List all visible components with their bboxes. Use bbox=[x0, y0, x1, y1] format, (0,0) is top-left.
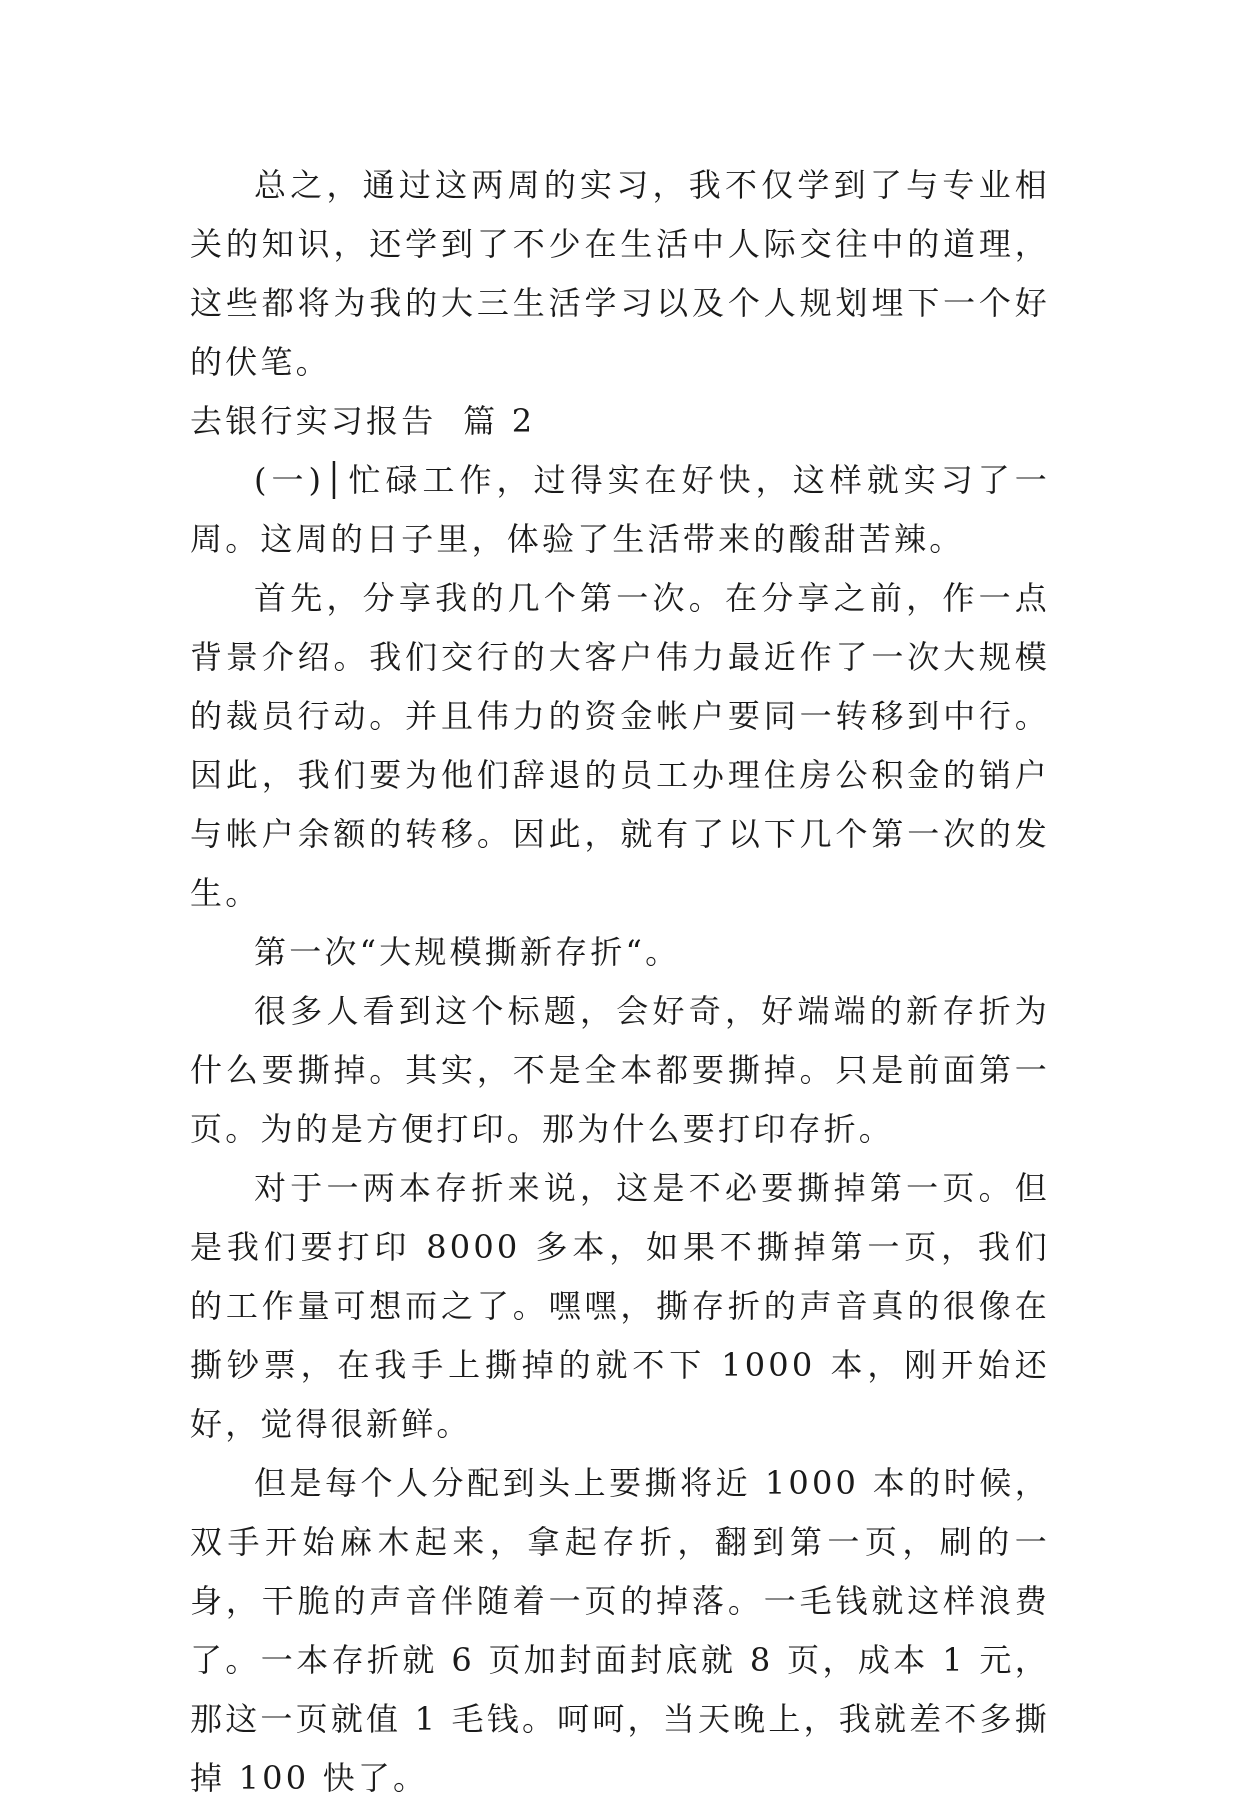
paragraph-first-times-background: 首先，分享我的几个第一次。在分享之前，作一点背景介绍。我们交行的大客户伟力最近作了一次大规模的裁员行动。并且伟力的资金帐户要同一转移到中行。因此，我们要为他们辞退的员工办理住房公积金的销户与帐户余额的转移。因此，就有了以下几个第一次的发生。 bbox=[190, 579, 1050, 912]
section-heading: 去银行实习报告 篇 2 bbox=[190, 402, 536, 440]
document-body bbox=[190, 156, 1050, 1808]
paragraph-why-tear: 很多人看到这个标题，会好奇，好端端的新存折为什么要撕掉。其实，不是全本都要撕掉。只是前面第一页。为的是方便打印。那为什么要打印存折。 bbox=[190, 992, 1050, 1148]
paragraph-first-time-title: 第一次“大规模撕新存折“。 bbox=[254, 933, 681, 971]
paragraph-busy-work: (一)│忙碌工作，过得实在好快，这样就实习了一周。这周的日子里，体验了生活带来的酸甜苦辣。 bbox=[190, 461, 1050, 558]
paragraph-conclusion: 总之，通过这两周的实习，我不仅学到了与专业相关的知识，还学到了不少在生活中人际交往中的道理，这些都将为我的大三生活学习以及个人规划埋下一个好的伏笔。 bbox=[190, 166, 1050, 381]
paragraph-tearing-experience: 但是每个人分配到头上要撕将近 1000 本的时候，双手开始麻木起来，拿起存折，翻到第一页，刷的一身，干脆的声音伴随着一页的掉落。一毛钱就这样浪费了。一本存折就 6 页加封面封底就 8 页，成本 1 元，那这一页就值 1 毛钱。呵呵，当天晚上，我就差不多撕掉 100 快了。 bbox=[190, 1464, 1050, 1797]
paragraph-printing-workload: 对于一两本存折来说，这是不必要撕掉第一页。但是我们要打印 8000 多本，如果不撕掉第一页，我们的工作量可想而之了。嘿嘿，撕存折的声音真的很像在撕钞票，在我手上撕掉的就不下 1000 本，刚开始还好，觉得很新鲜。 bbox=[190, 1169, 1050, 1443]
